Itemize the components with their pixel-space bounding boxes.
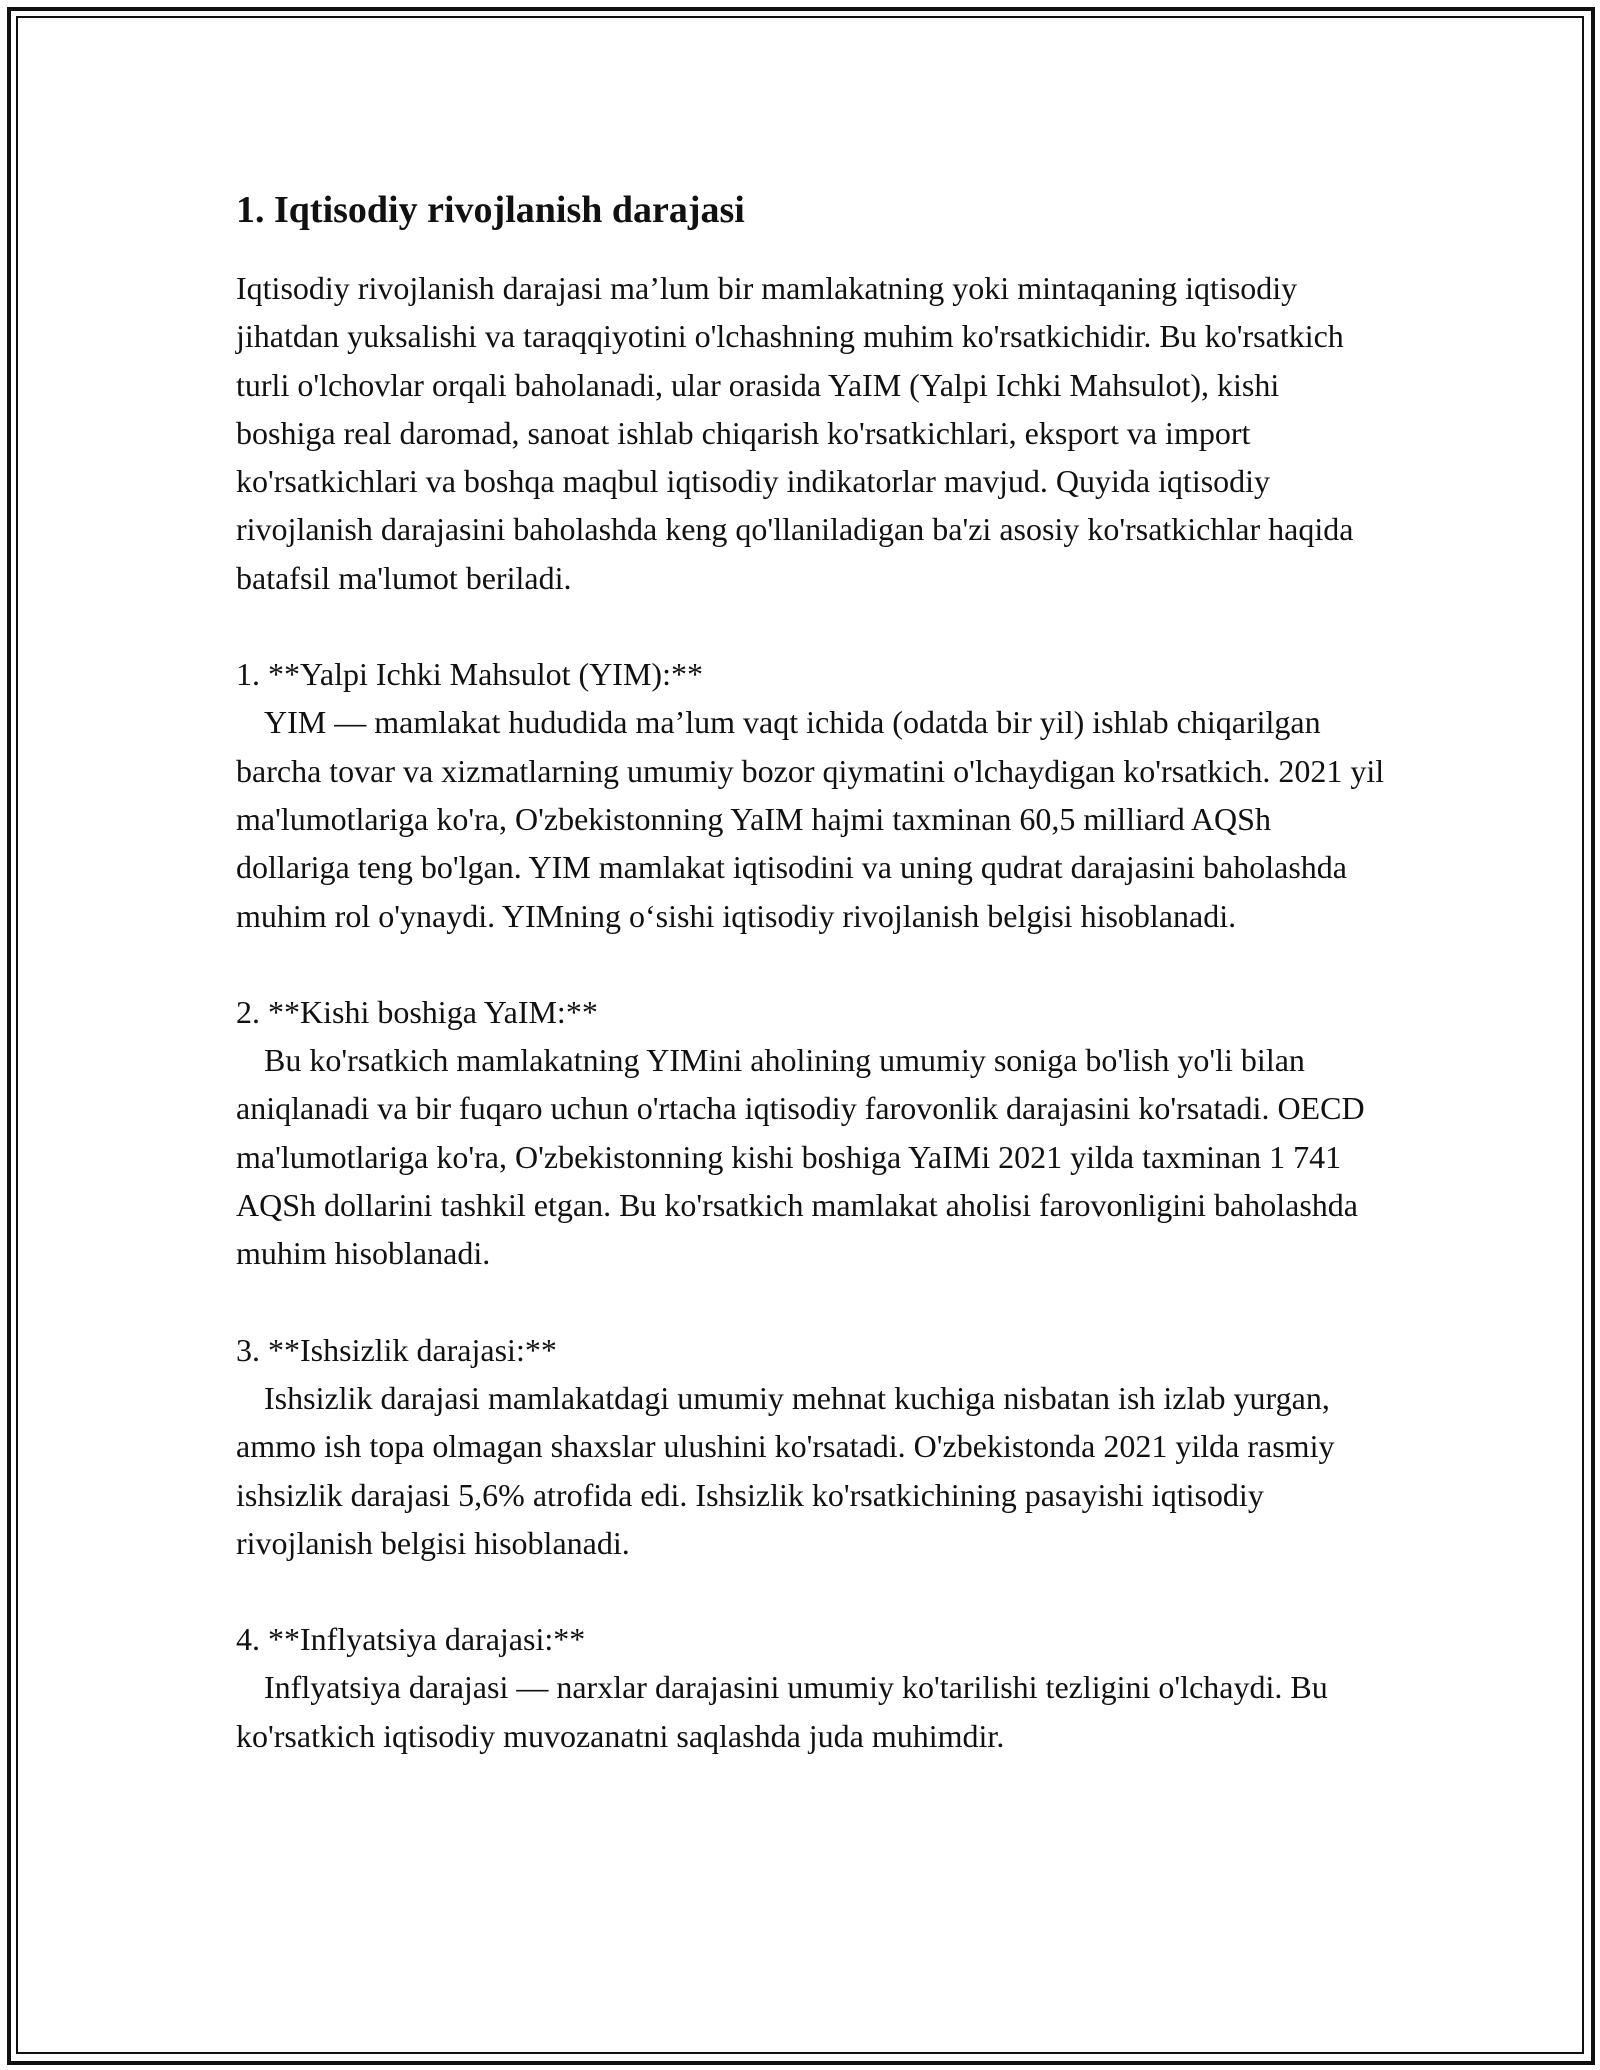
section-inflation xyxy=(236,1615,1386,1760)
section-text: Inflyatsiya darajasi — narxlar darajasini umumiy ko'tarilishi tezligini o'lchaydi. Bu ko'rsatkich iqtisodiy muvozanatni saqlashda juda muhimdir. xyxy=(236,1669,1328,1754)
section-title: 2. **Kishi boshiga YaIM:** xyxy=(236,993,598,1030)
document-body xyxy=(236,186,1386,1760)
section-gdp xyxy=(236,650,1386,940)
section-body xyxy=(236,698,1386,939)
page-title: 1. Iqtisodiy rivojlanish darajasi xyxy=(236,189,745,231)
section-text: Bu ko'rsatkich mamlakatning YIMini aholining umumiy soniga bo'lish yo'li bilan aniqlanadi va bir fuqaro uchun o'rtacha iqtisodiy farovonlik darajasini ko'rsatadi. OECD ma'lumotlariga ko'ra, O'zbekistonning kishi boshiga YaIMi 2021 yilda taxminan 1 741 AQSh dollarini tashkil etgan. Bu ko'rsatkich mamlakat aholisi farovonligini baholashda muhim hisoblanadi. xyxy=(236,1042,1365,1272)
section-text: YIM — mamlakat hududida ma’lum vaqt ichida (odatda bir yil) ishlab chiqarilgan barcha tovar va xizmatlarning umumiy bozor qiymatini o'lchaydigan ko'rsatkich. 2021 yil ma'lumotlariga ko'ra, O'zbekistonning YaIM hajmi taxminan 60,5 milliard AQSh dollariga teng bo'lgan. YIM mamlakat iqtisodini va uning qudrat darajasini baholashda muhim rol o'ynaydi. YIMning o‘sishi iqtisodiy rivojlanish belgisi hisoblanadi. xyxy=(236,704,1385,934)
section-title: 3. **Ishsizlik darajasi:** xyxy=(236,1331,557,1368)
section-unemployment xyxy=(236,1326,1386,1567)
section-title: 4. **Inflyatsiya darajasi:** xyxy=(236,1621,586,1658)
section-body xyxy=(236,1663,1386,1760)
section-text: Ishsizlik darajasi mamlakatdagi umumiy mehnat kuchiga nisbatan ish izlab yurgan, ammo ish topa olmagan shaxslar ulushini ko'rsatadi. O'zbekistonda 2021 yilda rasmiy ishsizlik darajasi 5,6% atrofida edi. Ishsizlik ko'rsatkichining pasayishi iqtisodiy rivojlanish belgisi hisoblanadi. xyxy=(236,1379,1335,1561)
intro-paragraph: Iqtisodiy rivojlanish darajasi ma’lum bir mamlakatning yoki mintaqaning iqtisodiy jihatdan yuksalishi va taraqqiyotini o'lchashning muhim ko'rsatkichidir. Bu ko'rsatkich turli o'lchovlar orqali baholanadi, ular orasida YaIM (Yalpi Ichki Mahsulot), kishi boshiga real daromad, sanoat ishlab chiqarish ko'rsatkichlari, eksport va import ko'rsatkichlari va boshqa maqbul iqtisodiy indikatorlar mavjud. Quyida iqtisodiy rivojlanish darajasini baholashda keng qo'llaniladigan ba'zi asosiy ko'rsatkichlar haqida batafsil ma'lumot beriladi. xyxy=(236,270,1354,596)
section-title: 1. **Yalpi Ichki Mahsulot (YIM):** xyxy=(236,656,703,693)
section-body xyxy=(236,1374,1386,1567)
section-body xyxy=(236,1036,1386,1277)
section-gdp-per-capita xyxy=(236,988,1386,1278)
